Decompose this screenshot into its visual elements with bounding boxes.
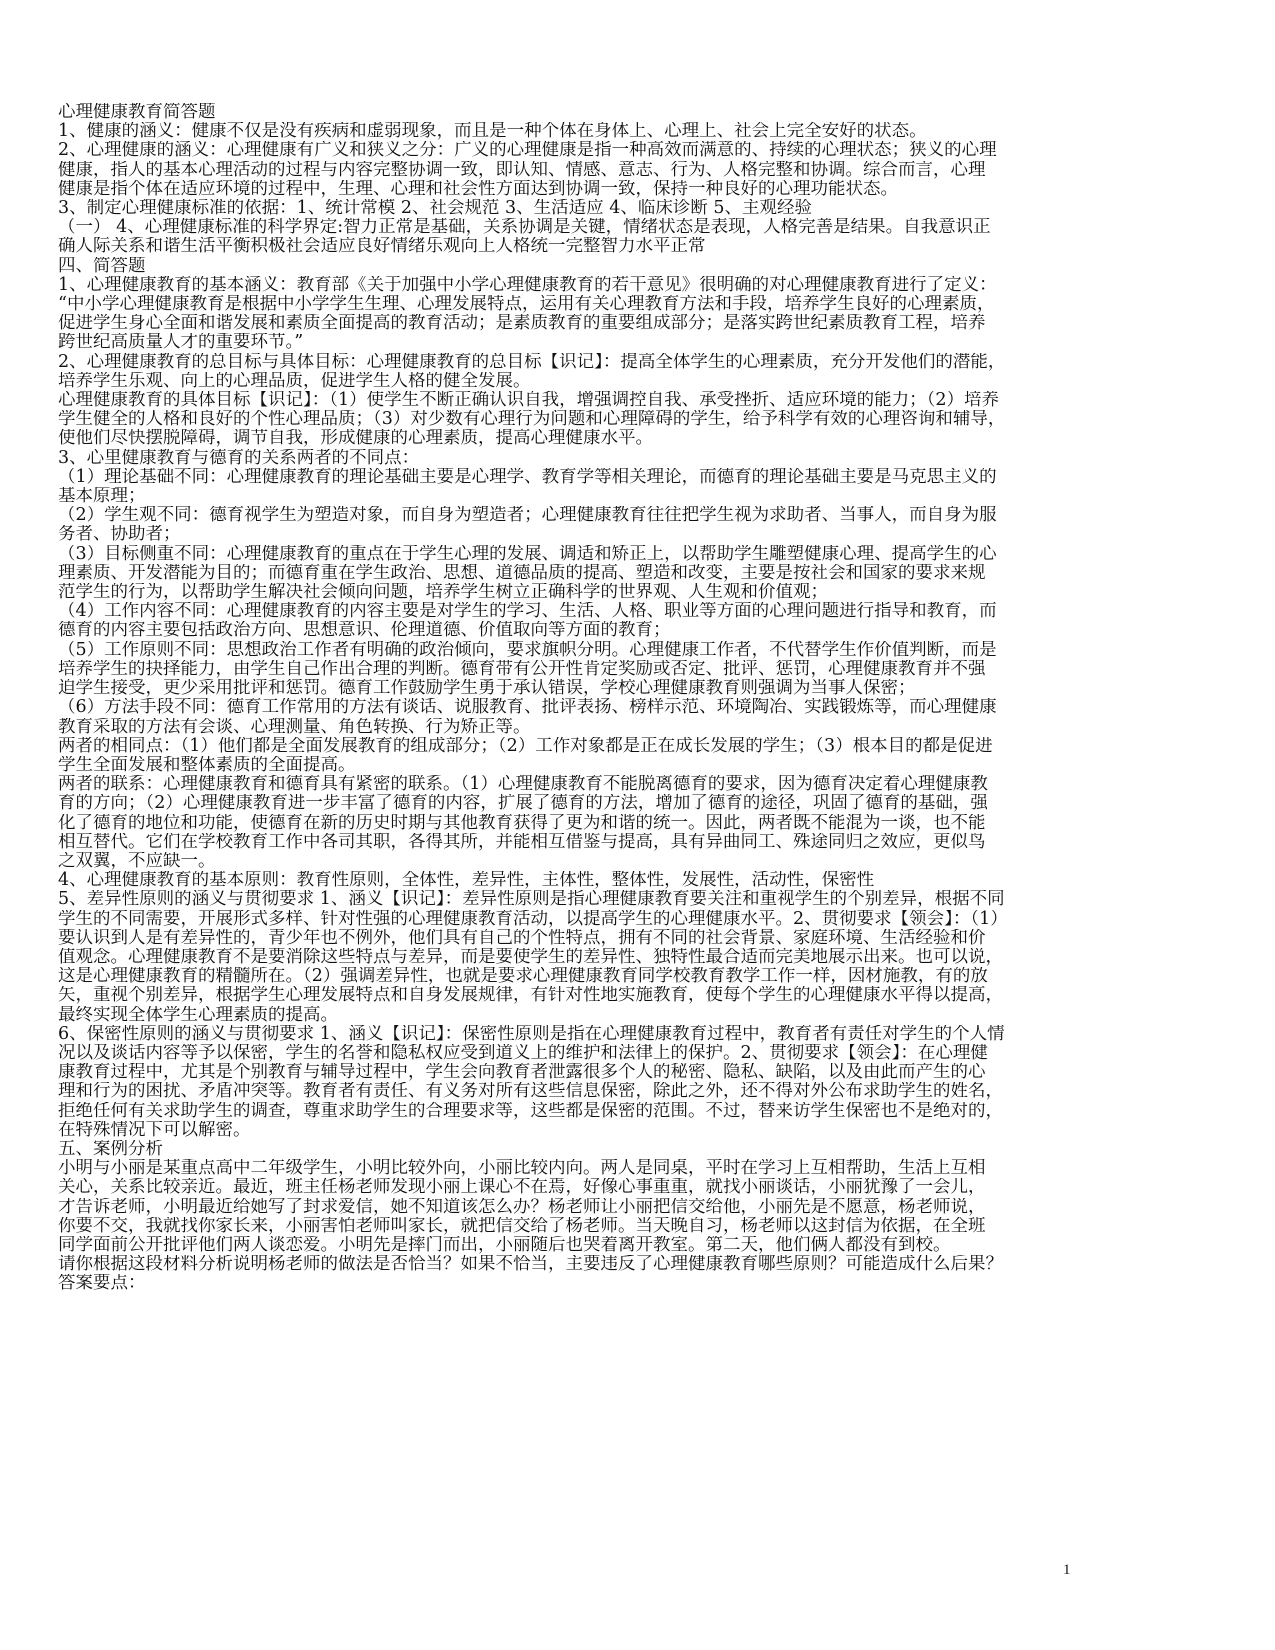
text-line: 四、简答题 xyxy=(58,256,146,276)
text-line: 相互替代。它们在学校教育工作中各司其职，各得其所，并能相互借鉴与提高，具有异曲同工、殊途同归之效应，更似鸟 xyxy=(58,832,986,852)
text-line: 要认识到人是有差异性的，青少年也不例外，他们具有自己的个性特点，拥有不同的社会背景、家庭环境、生活经验和价 xyxy=(58,928,986,948)
text-line: 促进学生身心全面和谐发展和素质全面提高的教育活动；是素质教育的重要组成部分；是落实跨世纪素质教育工程，培养 xyxy=(58,314,986,334)
text-line: 健康，指人的基本心理活动的过程与内容完整协调一致，即认知、情感、意志、行为、人格完整和协调。综合而言，心理 xyxy=(58,160,986,180)
text-line: 五、案例分析 xyxy=(58,1139,163,1159)
text-line: （2）学生观不同：德育视学生为塑造对象，而自身为塑造者；心理健康教育往往把学生视为求助者、当事人，而自身为服 xyxy=(58,506,997,526)
text-line: 2、心理健康的涵义：心理健康有广义和狭义之分：广义的心理健康是指一种高效而满意的、持续的心理状态；狭义的心理 xyxy=(58,141,997,161)
text-line: 关心，关系比较亲近。最近，班主任杨老师发现小丽上课心不在焉，好像心事重重，就找小丽谈话，小丽犹豫了一会儿， xyxy=(58,1178,986,1198)
text-line: 化了德育的地位和功能，使德育在新的历史时期与其他教育获得了更为和谐的统一。因此，两者既不能混为一谈，也不能 xyxy=(58,813,986,833)
text-line: 况以及谈话内容等予以保密，学生的名誉和隐私权应受到道义上的维护和法律上的保护。2、贯彻要求【领会】：在心理健 xyxy=(58,1043,988,1063)
text-line: 请你根据这段材料分析说明杨老师的做法是否恰当？如果不恰当，主要违反了心理健康教育哪些原则？可能造成什么后果？ xyxy=(58,1255,1003,1275)
text-line: 学生全面发展和整体素质的全面提高。 xyxy=(58,755,356,775)
text-line: 之双翼，不应缺一。 xyxy=(58,851,216,871)
text-line: 学生的不同需要，开展形式多样、针对性强的心理健康教育活动，以提高学生的心理健康水平。2、贯彻要求【领会】：（1） xyxy=(58,909,1008,929)
text-line: （3）目标侧重不同：心理健康教育的重点在于学生心理的发展、调适和矫正上，以帮助学生雕塑健康心理、提高学生的心 xyxy=(58,544,997,564)
text-line: 确人际关系和谐生活平衡积极社会适应良好情绪乐观向上人格统一完整智力水平正常 xyxy=(58,237,706,257)
text-line: 1、健康的涵义：健康不仅是没有疾病和虚弱现象，而且是一种个体在身体上、心理上、社会上完全安好的状态。 xyxy=(58,122,927,142)
text-line: 同学面前公开批评他们两人谈恋爱。小明先是摔门而出，小丽随后也哭着离开教室。第二天，他们俩人都没有到校。 xyxy=(58,1235,951,1255)
document-title: 心理健康教育简答题 xyxy=(58,103,216,122)
text-line: 才告诉老师，小明最近给她写了封求爱信，她不知道该怎么办？杨老师让小丽把信交给他，小丽先是不愿意，杨老师说， xyxy=(58,1197,986,1217)
text-line: 值观念。心理健康教育不是要消除这些特点与差异，而是要使学生的差异性、独特性最合适而完美地展示出来。也可以说， xyxy=(58,947,1003,967)
text-line: 最终实现全体学生心理素质的提高。 xyxy=(58,1005,338,1025)
text-line: （一） 4、心理健康标准的科学界定:智力正常是基础，关系协调是关键，情绪状态是表现，人格完善是结果。自我意识正 xyxy=(58,218,991,238)
text-line: 两者的联系：心理健康教育和德育具有紧密的联系。（1）心理健康教育不能脱离德育的要求，因为德育决定着心理健康教 xyxy=(58,775,988,795)
text-line: 答案要点： xyxy=(58,1274,146,1294)
text-line: 教育采取的方法有会谈、心理测量、角色转换、行为矫正等。 xyxy=(58,717,531,737)
text-line: （5）工作原则不同：思想政治工作者有明确的政治倾向，要求旗帜分明。心理健康工作者，不代替学生作价值判断，而是 xyxy=(58,640,997,660)
text-line: 在特殊情况下可以解密。 xyxy=(58,1120,251,1140)
text-line: （6）方法手段不同：德育工作常用的方法有谈话、说服教育、批评表扬、榜样示范、环境陶冶、实践锻炼等，而心理健康 xyxy=(58,698,997,718)
text-line: 基本原理； xyxy=(58,487,146,507)
text-line: 2、心理健康教育的总目标与具体目标：心理健康教育的总目标【识记】：提高全体学生的心理素质，充分开发他们的潜能， xyxy=(58,352,1006,372)
text-line: 心理健康教育的具体目标【识记】：（1）使学生不断正确认识自我，增强调控自我、承受挫折、适应环境的能力；（2）培养 xyxy=(58,391,1000,411)
text-line: 康教育过程中，尤其是个别教育与辅导过程中，学生会向教育者泄露很多个人的秘密、隐私、缺陷，以及由此而产生的心 xyxy=(58,1063,986,1083)
text-line: 拒绝任何有关求助学生的调查，尊重求助学生的合理要求等，这些都是保密的范围。不过，替来访学生保密也不是绝对的， xyxy=(58,1101,1003,1121)
text-line: 学生健全的人格和良好的个性心理品质；（3）对少数有心理行为问题和心理障碍的学生，给予科学有效的心理咨询和辅导， xyxy=(58,410,1006,430)
text-line: “中小学心理健康教育是根据中小学学生生理、心理发展特点，运用有关心理教育方法和手段，培养学生良好的心理素质， xyxy=(58,295,995,315)
text-line: 3、制定心理健康标准的依据：1、统计常模 2、社会规范 3、生活适应 4、临床诊断 5、主观经验 xyxy=(58,199,813,219)
text-line: 小明与小丽是某重点高中二年级学生，小明比较外向，小丽比较内向。两人是同桌，平时在学习上互相帮助，生活上互相 xyxy=(58,1159,986,1179)
text-line: 培养学生乐观、向上的心理品质，促进学生人格的健全发展。 xyxy=(58,371,531,391)
text-line: 1、心理健康教育的基本涵义：教育部《关于加强中小学心理健康教育的若干意见》很明确的对心理健康教育进行了定义： xyxy=(58,275,997,295)
text-line: 务者、协助者； xyxy=(58,525,181,545)
document-page xyxy=(58,103,1215,1294)
text-line: 5、差异性原则的涵义与贯彻要求 1、涵义【识记】：差异性原则是指心理健康教育要关注和重视学生的个别差异，根据不同 xyxy=(58,890,1005,910)
text-line: 4、心理健康教育的基本原则：教育性原则，全体性，差异性，主体性，整体性，发展性，活动性，保密性 xyxy=(58,871,875,891)
text-line: 理素质、开发潜能为目的；而德育重在学生政治、思想、道德品质的提高、塑造和改变，主要是按社会和国家的要求来规 xyxy=(58,563,986,583)
text-line: 范学生的行为，以帮助学生解决社会倾向问题，培养学生树立正确科学的世界观、人生观和价值观； xyxy=(58,583,828,603)
text-line: 迫学生接受，更少采用批评和惩罚。德育工作鼓励学生勇于承认错误，学校心理健康教育则强调为当事人保密； xyxy=(58,679,916,699)
text-line: 德育的内容主要包括政治方向、思想意识、伦理道德、价值取向等方面的教育； xyxy=(58,621,671,641)
text-line: 育的方向；（2）心理健康教育进一步丰富了德育的内容，扩展了德育的方法，增加了德育的途径，巩固了德育的基础，强 xyxy=(58,794,988,814)
text-line: 理和行为的困扰、矛盾冲突等。教育者有责任、有义务对所有这些信息保密，除此之外，还不得对外公布求助学生的姓名， xyxy=(58,1082,1003,1102)
text-line: 使他们尽快摆脱障碍，调节自我，形成健康的心理素质，提高心理健康水平。 xyxy=(58,429,653,449)
text-line: 这是心理健康教育的精髓所在。（2）强调差异性，也就是要求心理健康教育同学校教育教学工作一样，因材施教，有的放 xyxy=(58,967,988,987)
page-number: 1 xyxy=(1063,1562,1071,1578)
text-line: 矢，重视个别差异，根据学生心理发展特点和自身发展规律，有针对性地实施教育，使每个学生的心理健康水平得以提高， xyxy=(58,986,1003,1006)
text-line: （1）理论基础不同：心理健康教育的理论基础主要是心理学、教育学等相关理论，而德育的理论基础主要是马克思主义的 xyxy=(58,467,997,487)
text-line: 健康是指个体在适应环境的过程中，生理、心理和社会性方面达到协调一致，保持一种良好的心理功能状态。 xyxy=(58,179,898,199)
text-line: 两者的相同点：（1）他们都是全面发展教育的组成部分；（2）工作对象都是正在成长发展的学生；（3）根本目的都是促进 xyxy=(58,736,993,756)
text-line: 3、心里健康教育与德育的关系两者的不同点： xyxy=(58,448,420,468)
text-line: 培养学生的抉择能力，由学生自己作出合理的判断。德育带有公开性肯定奖励或否定、批评、惩罚，心理健康教育并不强 xyxy=(58,659,986,679)
text-line: 跨世纪高质量人才的重要环节。” xyxy=(58,333,304,353)
text-line: 6、保密性原则的涵义与贯彻要求 1、涵义【识记】：保密性原则是指在心理健康教育过程中，教育者有责任对学生的个人情 xyxy=(58,1024,1005,1044)
text-line: 你要不交，我就找你家长来，小丽害怕老师叫家长，就把信交给了杨老师。当天晚自习，杨老师以这封信为依据，在全班 xyxy=(58,1216,986,1236)
text-line: （4）工作内容不同：心理健康教育的内容主要是对学生的学习、生活、人格、职业等方面的心理问题进行指导和教育，而 xyxy=(58,602,997,622)
